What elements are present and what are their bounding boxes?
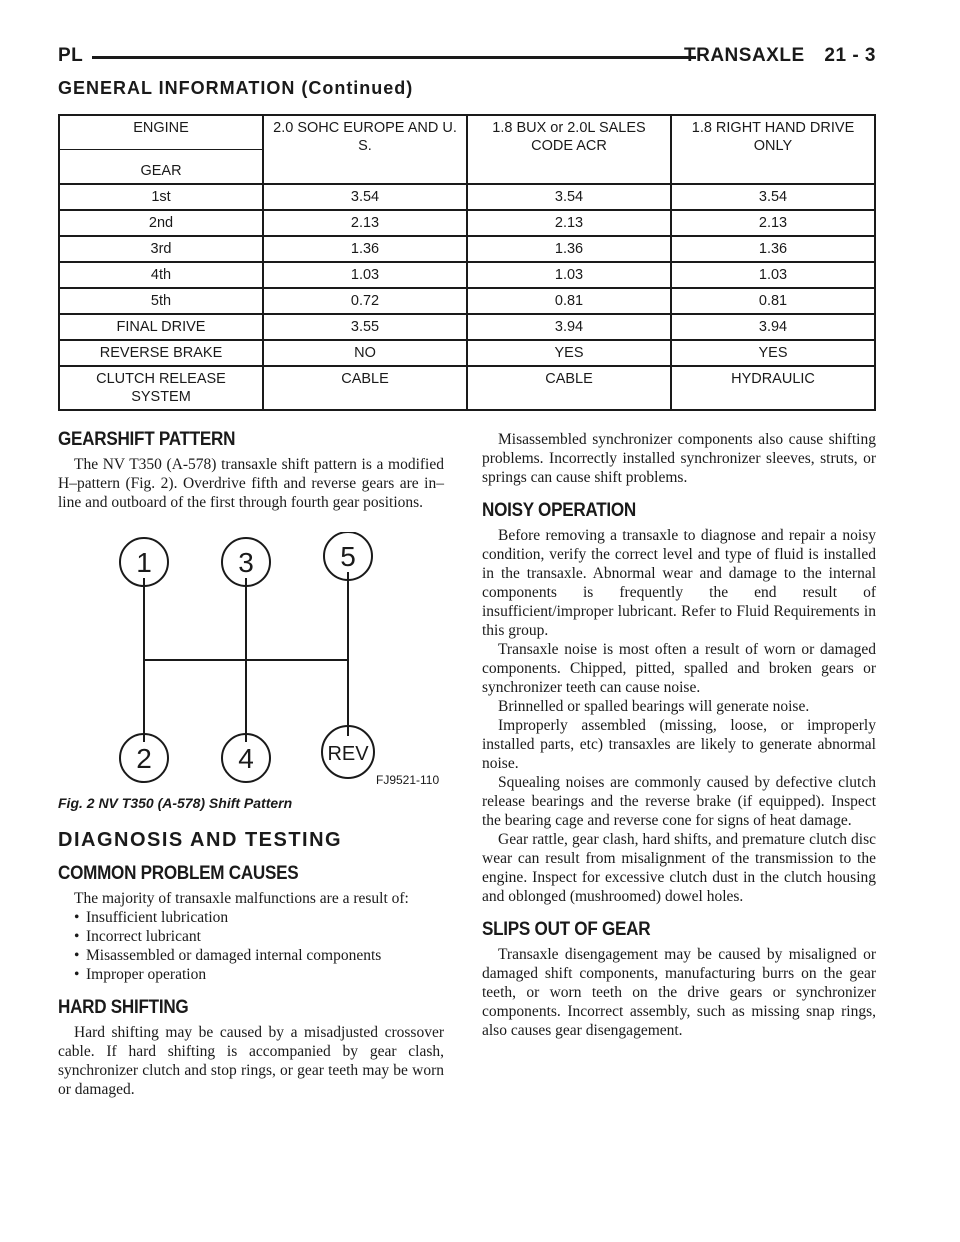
list-item-text: Insufficient lubrication	[86, 909, 229, 926]
common-problem-causes-heading: COMMON PROBLEM CAUSES	[58, 863, 299, 884]
table-row	[59, 184, 875, 210]
noisy-paragraph: Gear rattle, gear clash, hard shifts, and premature clutch disc wear can result from misalignment of the transmission to the engine. Inspect for excessive clutch dust in the clutch housing and oblonged (mushroomed) dowel holes.	[482, 831, 876, 905]
column-header: 2.0 SOHC EUROPE AND U. S.	[263, 115, 467, 184]
list-item	[58, 927, 444, 946]
bullet: •	[74, 947, 80, 964]
table-header-row	[59, 115, 875, 184]
continued-section-title: GENERAL INFORMATION (Continued)	[58, 78, 414, 98]
header-left-code: PL	[58, 45, 84, 66]
column-header: 1.8 BUX or 2.0L SALES CODE ACR	[467, 115, 671, 184]
continued-paragraph: Misassembled synchronizer components also cause shifting problems. Incorrectly installed synchronizer sleeves, struts, or springs can cause shift problems.	[482, 431, 876, 486]
table-cell: 3.94	[671, 314, 875, 340]
table-cell: CABLE	[263, 366, 467, 410]
table-row	[59, 288, 875, 314]
table-cell: 1.03	[467, 262, 671, 288]
gear-label-5: 5	[340, 541, 356, 572]
table-cell: FINAL DRIVE	[59, 314, 263, 340]
gearshift-pattern-heading: GEARSHIFT PATTERN	[58, 429, 236, 450]
header-section: TRANSAXLE	[684, 45, 805, 66]
gear-label-rev: REV	[327, 743, 369, 765]
table-row	[59, 262, 875, 288]
table-cell: 2.13	[671, 210, 875, 236]
figure-caption: Fig. 2 NV T350 (A-578) Shift Pattern	[58, 795, 293, 811]
noisy-paragraph: Brinnelled or spalled bearings will generate noise.	[498, 698, 810, 715]
table-cell: 3.94	[467, 314, 671, 340]
list-item-text: Misassembled or damaged internal components	[86, 947, 382, 964]
table-cell: 4th	[59, 262, 263, 288]
table-cell: 2nd	[59, 210, 263, 236]
list-item	[58, 965, 444, 984]
table-cell: 2.13	[467, 210, 671, 236]
table-cell: YES	[467, 340, 671, 366]
table-cell: REVERSE BRAKE	[59, 340, 263, 366]
header-right	[670, 45, 876, 67]
table-row	[59, 236, 875, 262]
table-row	[59, 340, 875, 366]
shift-pattern-figure	[58, 532, 444, 792]
hard-shifting-heading: HARD SHIFTING	[58, 997, 189, 1018]
page-header	[58, 45, 876, 71]
table-cell: 1.36	[263, 236, 467, 262]
table-row	[59, 366, 875, 410]
list-item-text: Improper operation	[86, 966, 207, 983]
table-cell: 3.54	[263, 184, 467, 210]
table-cell: 1.03	[263, 262, 467, 288]
noisy-paragraph: Squealing noises are commonly caused by defective clutch release bearings and the reverse brake (if equipped). Inspect the bearing cage and reverse cone for signs of heat damage.	[482, 774, 876, 829]
gear-label-3: 3	[238, 547, 254, 578]
table-cell: 0.72	[263, 288, 467, 314]
table-cell: 3.55	[263, 314, 467, 340]
hard-shifting-paragraph: Hard shifting may be caused by a misadjusted crossover cable. If hard shifting is accompanied by gear clash, synchronizer clutch and stop rings, or gear teeth may be worn or damaged.	[58, 1024, 444, 1098]
table-row	[59, 210, 875, 236]
noisy-operation-heading: NOISY OPERATION	[482, 500, 636, 521]
slips-paragraph: Transaxle disengagement may be caused by misaligned or damaged shift components, manufacturing burrs on the gear teeth, or worn teeth on the drive gears or synchronizer components. Incorrect assembly, such as missing snap rings, also causes gear disengagement.	[482, 946, 876, 1039]
shift-pattern-diagram	[58, 532, 444, 792]
noisy-paragraph: Before removing a transaxle to diagnose and repair a noisy condition, verify the correct level and type of fluid is installed in the transaxle. Abnormal wear and damage to the internal components is frequently the end result of insufficient/improper lubricant. Refer to Fluid Requirements in this group.	[482, 527, 876, 639]
noisy-paragraph: Transaxle noise is most often a result of worn or damaged components. Chipped, pitted, spalled and broken gears or synchronizer teeth can cause noise.	[482, 641, 876, 696]
list-item	[58, 908, 444, 927]
gearshift-pattern-paragraph: The NV T350 (A-578) transaxle shift pattern is a modified H–pattern (Fig. 2). Overdrive fifth and reverse gears are in–line and outboard of the first through fourth gear positions.	[58, 456, 444, 511]
gear-label-1: 1	[136, 547, 152, 578]
table-cell: 2.13	[263, 210, 467, 236]
figure-code: FJ9521-110	[376, 773, 440, 787]
table-cell: 3rd	[59, 236, 263, 262]
common-problem-intro: The majority of transaxle malfunctions are a result of:	[74, 890, 409, 907]
table-cell: NO	[263, 340, 467, 366]
slips-out-of-gear-heading: SLIPS OUT OF GEAR	[482, 919, 651, 940]
table-cell: 0.81	[467, 288, 671, 314]
gear-label-4: 4	[238, 743, 254, 774]
header-rule	[92, 56, 696, 59]
table-cell: 5th	[59, 288, 263, 314]
table-cell: 3.54	[671, 184, 875, 210]
table-row	[59, 314, 875, 340]
table-cell: 3.54	[467, 184, 671, 210]
column-header: 1.8 RIGHT HAND DRIVE ONLY	[671, 115, 875, 184]
table-cell: 1.03	[671, 262, 875, 288]
diagnosis-testing-heading: DIAGNOSIS AND TESTING	[58, 829, 343, 851]
table-cell: 1.36	[467, 236, 671, 262]
table-cell: 0.81	[671, 288, 875, 314]
table-cell: CABLE	[467, 366, 671, 410]
table-cell: YES	[671, 340, 875, 366]
table-cell: 1.36	[671, 236, 875, 262]
table-cell: 1st	[59, 184, 263, 210]
table-cell: HYDRAULIC	[671, 366, 875, 410]
left-column	[58, 430, 444, 1099]
noisy-paragraph: Improperly assembled (missing, loose, or improperly installed parts, etc) transaxles are likely to generate abnormal noise.	[482, 717, 876, 772]
table-cell: CLUTCH RELEASE SYSTEM	[59, 366, 263, 410]
right-column	[482, 430, 876, 1040]
list-item	[58, 946, 444, 965]
bullet: •	[74, 909, 80, 926]
gear-label-2: 2	[136, 743, 152, 774]
bullet: •	[74, 966, 80, 983]
list-item-text: Incorrect lubricant	[86, 928, 201, 945]
gear-ratio-table	[58, 114, 876, 411]
header-page-number: 21 - 3	[824, 45, 876, 66]
header-engine-gear-cell	[59, 115, 263, 184]
bullet: •	[74, 928, 80, 945]
header-gear: GEAR	[140, 163, 182, 179]
header-engine: ENGINE	[60, 119, 262, 150]
